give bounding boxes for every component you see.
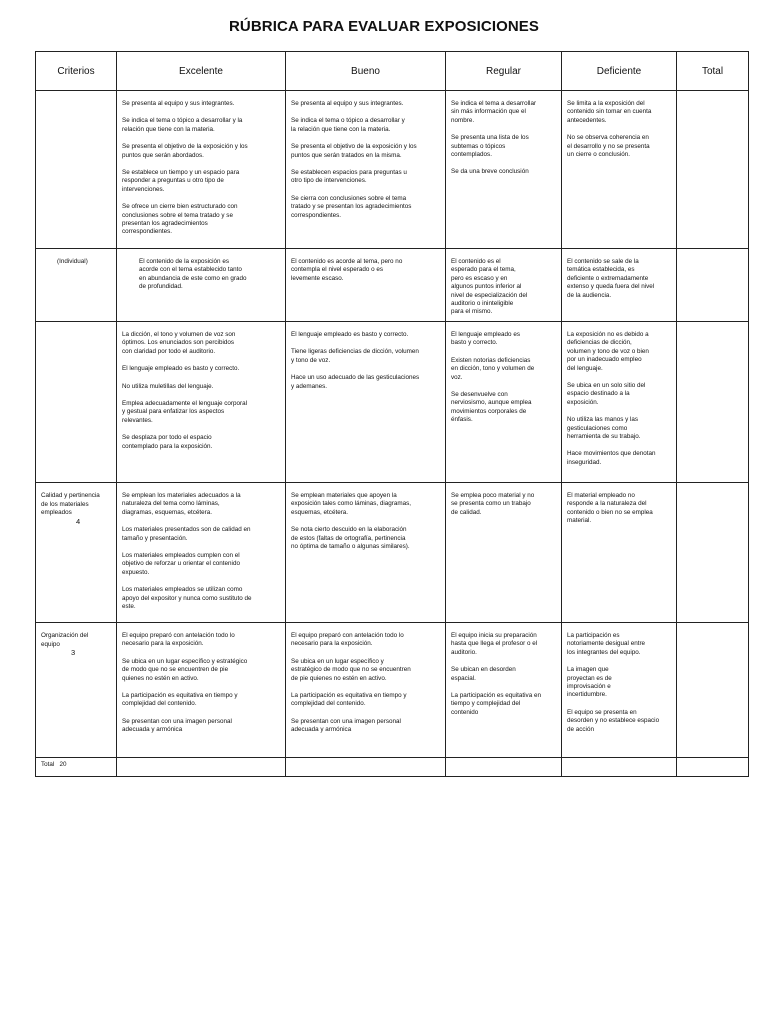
criterion-label: Calidad y pertinencia de los materiales empleados <box>41 492 100 517</box>
descriptor-text: Se ubica en un lugar específico y estratégico de modo que no se encuentren de pie quienes no estén en activo. <box>291 657 411 682</box>
cell-bueno <box>286 249 446 322</box>
cell-deficiente <box>562 249 677 322</box>
cell-total[interactable] <box>677 322 749 483</box>
criterion-cell <box>36 249 117 322</box>
total-empty-cell <box>117 758 286 777</box>
rubric-row <box>36 322 749 483</box>
descriptor-text: Se nota cierto descuido en la elaboración de estos (faltas de ortografía, pertinencia no óptima de tamaño o algunas similares). <box>291 526 410 551</box>
descriptor-text: La participación es equitativa en tiempo y complejidad del contenido <box>451 692 541 716</box>
descriptor-text: Hace un uso adecuado de las gesticulaciones y ademanes. <box>291 374 420 390</box>
rubric-row <box>36 623 749 758</box>
descriptor-text: El equipo se presenta en desorden y no establece espacio de acción <box>567 708 660 733</box>
descriptor-text: Se indica el tema o tópico a desarrollar y la relación que tiene con la materia. <box>122 117 243 133</box>
cell-excelente <box>117 322 286 483</box>
descriptor-text: No utiliza muletillas del lenguaje. <box>122 382 214 390</box>
total-empty-cell <box>562 758 677 777</box>
cell-excelente <box>117 249 286 322</box>
header-regular: Regular <box>446 52 562 91</box>
cell-regular <box>446 322 562 483</box>
descriptor-text: Se desenvuelve con nerviosismo, aunque emplea movimientos corporales de énfasis. <box>451 391 532 424</box>
cell-deficiente <box>562 322 677 483</box>
descriptor-text: El lenguaje empleado es basto y correcto. <box>122 365 240 373</box>
page-title: RÚBRICA PARA EVALUAR EXPOSICIONES <box>229 18 539 35</box>
descriptor-text: La imagen que proyectan es de improvisación e incertidumbre. <box>567 666 612 699</box>
descriptor-text: Existen notorias deficiencias en dicción, tono y volumen de voz. <box>451 356 535 381</box>
cell-total[interactable] <box>677 249 749 322</box>
rubric-row <box>36 91 749 249</box>
descriptor-text: Se indica el tema a desarrollar sin más información que el nombre. <box>451 100 537 124</box>
cell-excelente <box>117 483 286 623</box>
header-row <box>36 52 749 91</box>
descriptor-text: No se observa coherencia en el desarrollo y no se presenta un cierre o conclusión. <box>567 134 650 159</box>
cell-excelente <box>117 91 286 249</box>
criterion-cell <box>36 623 117 758</box>
descriptor-text: Hace movimientos que denotan inseguridad. <box>567 450 656 466</box>
cell-bueno <box>286 623 446 758</box>
cell-bueno <box>286 91 446 249</box>
descriptor-text: El equipo preparó con antelación todo lo necesario para la exposición. <box>291 632 404 648</box>
descriptor-text: Se ubica en un lugar específico y estratégico de modo que no se encuentren de pie quienes no estén en activo. <box>122 657 248 682</box>
cell-regular <box>446 91 562 249</box>
descriptor-text: Se da una breve conclusión <box>451 168 529 176</box>
header-bueno: Bueno <box>286 52 446 91</box>
descriptor-text: Se presentan con una imagen personal adecuada y armónica <box>291 717 401 734</box>
cell-deficiente <box>562 483 677 623</box>
descriptor-text: La participación es equitativa en tiempo y complejidad del contenido. <box>291 692 407 708</box>
criterion-cell <box>36 483 117 623</box>
cell-total[interactable] <box>677 483 749 623</box>
descriptor-text: Se emplean materiales que apoyen la exposición tales como láminas, diagramas, esquemas, etcétera. <box>291 492 412 516</box>
criterion-cell <box>36 91 117 249</box>
descriptor-text: Se cierra con conclusiones sobre el tema tratado y se presentan los agradecimientos correspondientes. <box>291 194 412 219</box>
descriptor-text: Se presentan con una imagen personal adecuada y armónica <box>122 717 232 734</box>
criterion-score: 3 <box>71 648 76 658</box>
descriptor-text: Se presenta al equipo y sus integrantes. <box>122 100 235 107</box>
descriptor-text: El equipo preparó con antelación todo lo necesario para la exposición. <box>122 632 235 648</box>
descriptor-text: La dicción, el tono y volumen de voz son óptimos. Los enunciados son percibidos con claridad por todo el auditorio. <box>122 331 236 355</box>
total-label: Total 20 <box>36 758 117 777</box>
descriptor-text: Se ubican en desorden espacial. <box>451 666 516 682</box>
descriptor-text: El contenido de la exposición es acorde con el tema establecido tanto en abundancia de este como en grado de profundidad. <box>139 258 247 291</box>
descriptor-text: Tiene ligeras deficiencias de dicción, volumen y tono de voz. <box>291 348 419 364</box>
cell-excelente <box>117 623 286 758</box>
cell-deficiente <box>562 623 677 758</box>
descriptor-text: Se presenta una lista de los subtemas o tópicos contemplados. <box>451 134 529 159</box>
descriptor-text: El material empleado no responde a la naturaleza del contenido o bien no se emplea material. <box>567 492 653 525</box>
total-empty-cell <box>446 758 562 777</box>
header-excelente: Excelente <box>117 52 286 91</box>
cell-total[interactable] <box>677 91 749 249</box>
cell-regular <box>446 249 562 322</box>
cell-bueno <box>286 483 446 623</box>
cell-deficiente <box>562 91 677 249</box>
descriptor-text: Se emplea poco material y no se presenta como un trabajo de calidad. <box>451 492 535 516</box>
descriptor-text: La participación es equitativa en tiempo y complejidad del contenido. <box>122 692 238 708</box>
rubric-table <box>35 51 749 777</box>
descriptor-text: Se limita a la exposición del contenido sin tomar en cuenta antecedentes. <box>567 100 652 124</box>
descriptor-text: Se ubica en un solo sitio del espacio destinado a la exposición. <box>567 382 646 406</box>
descriptor-text: Se desplaza por todo el espacio contemplado para la exposición. <box>122 434 213 450</box>
descriptor-text: El lenguaje empleado es basto y correcto. <box>291 331 409 338</box>
descriptor-text: Los materiales presentados son de calidad en tamaño y presentación. <box>122 526 251 542</box>
rubric-row <box>36 249 749 322</box>
descriptor-text: Se presenta el objetivo de la exposición y los puntos que serán abordados. <box>122 143 248 159</box>
descriptor-text: Los materiales empleados cumplen con el objetivo de reforzar u orientar el contenido expuesto. <box>122 552 240 576</box>
descriptor-text: Los materiales empleados se utilizan como apoyo del expositor y nunca como sustituto de este. <box>122 586 252 611</box>
criterion-cell <box>36 322 117 483</box>
cell-total[interactable] <box>677 623 749 758</box>
descriptor-text: Se indica el tema o tópico a desarrollar y la relación que tiene con la materia. <box>291 117 405 133</box>
header-criterios: Criterios <box>36 52 117 91</box>
rubric-row <box>36 483 749 623</box>
total-row <box>36 758 749 777</box>
descriptor-text: Se presenta al equipo y sus integrantes. <box>291 100 404 107</box>
total-empty-cell <box>286 758 446 777</box>
descriptor-text: Emplea adecuadamente el lenguaje corporal y gestual para enfatizar los aspectos relevantes. <box>122 400 247 424</box>
descriptor-text: La exposición no es debido a deficiencias de dicción, volumen y tono de voz o bien por un inadecuado empleo del lenguaje. <box>567 331 649 372</box>
descriptor-text: El equipo inicia su preparación hasta que llega el profesor o el auditorio. <box>451 632 538 656</box>
descriptor-text: No utiliza las manos y las gesticulaciones como herramienta de su trabajo. <box>567 416 641 441</box>
descriptor-text: Se establecen espacios para preguntas u otro tipo de intervenciones. <box>291 169 407 185</box>
descriptor-text: La participación es notoriamente desigual entre los integrantes del equipo. <box>567 632 646 656</box>
descriptor-text: Se emplean los materiales adecuados a la naturaleza del tema como láminas, diagramas, esquemas, etcétera. <box>122 492 241 516</box>
cell-regular <box>446 623 562 758</box>
grand-total-cell[interactable] <box>677 758 749 777</box>
descriptor-text: El lenguaje empleado es basto y correcto. <box>451 331 520 347</box>
header-total: Total <box>677 52 749 91</box>
criterion-label: (Individual) <box>57 258 88 265</box>
descriptor-text: El contenido es el esperado para el tema, pero es escaso y en algunos puntos inferior al nivel de especialización del auditorio o ininteligible para el mismo. <box>451 258 528 316</box>
cell-regular <box>446 483 562 623</box>
criterion-score: 4 <box>76 516 81 526</box>
criterion-label: Organización del equipo <box>41 632 89 648</box>
cell-bueno <box>286 322 446 483</box>
descriptor-text: El contenido se sale de la temática establecida, es deficiente o extremadamente extenso y queda fuera del nivel de la audiencia. <box>567 258 655 299</box>
descriptor-text: El contenido es acorde al tema, pero no contempla el nivel esperado o es levemente escaso. <box>291 258 403 282</box>
descriptor-text: Se ofrece un cierre bien estructurado con conclusiones sobre el tema tratado y se presentan los agradecimientos correspondientes. <box>122 203 238 236</box>
descriptor-text: Se presenta el objetivo de la exposición y los puntos que serán tratados en la misma. <box>291 143 417 159</box>
descriptor-text: Se establece un tiempo y un espacio para responder a preguntas u otro tipo de intervenciones. <box>122 169 240 193</box>
header-deficiente: Deficiente <box>562 52 677 91</box>
